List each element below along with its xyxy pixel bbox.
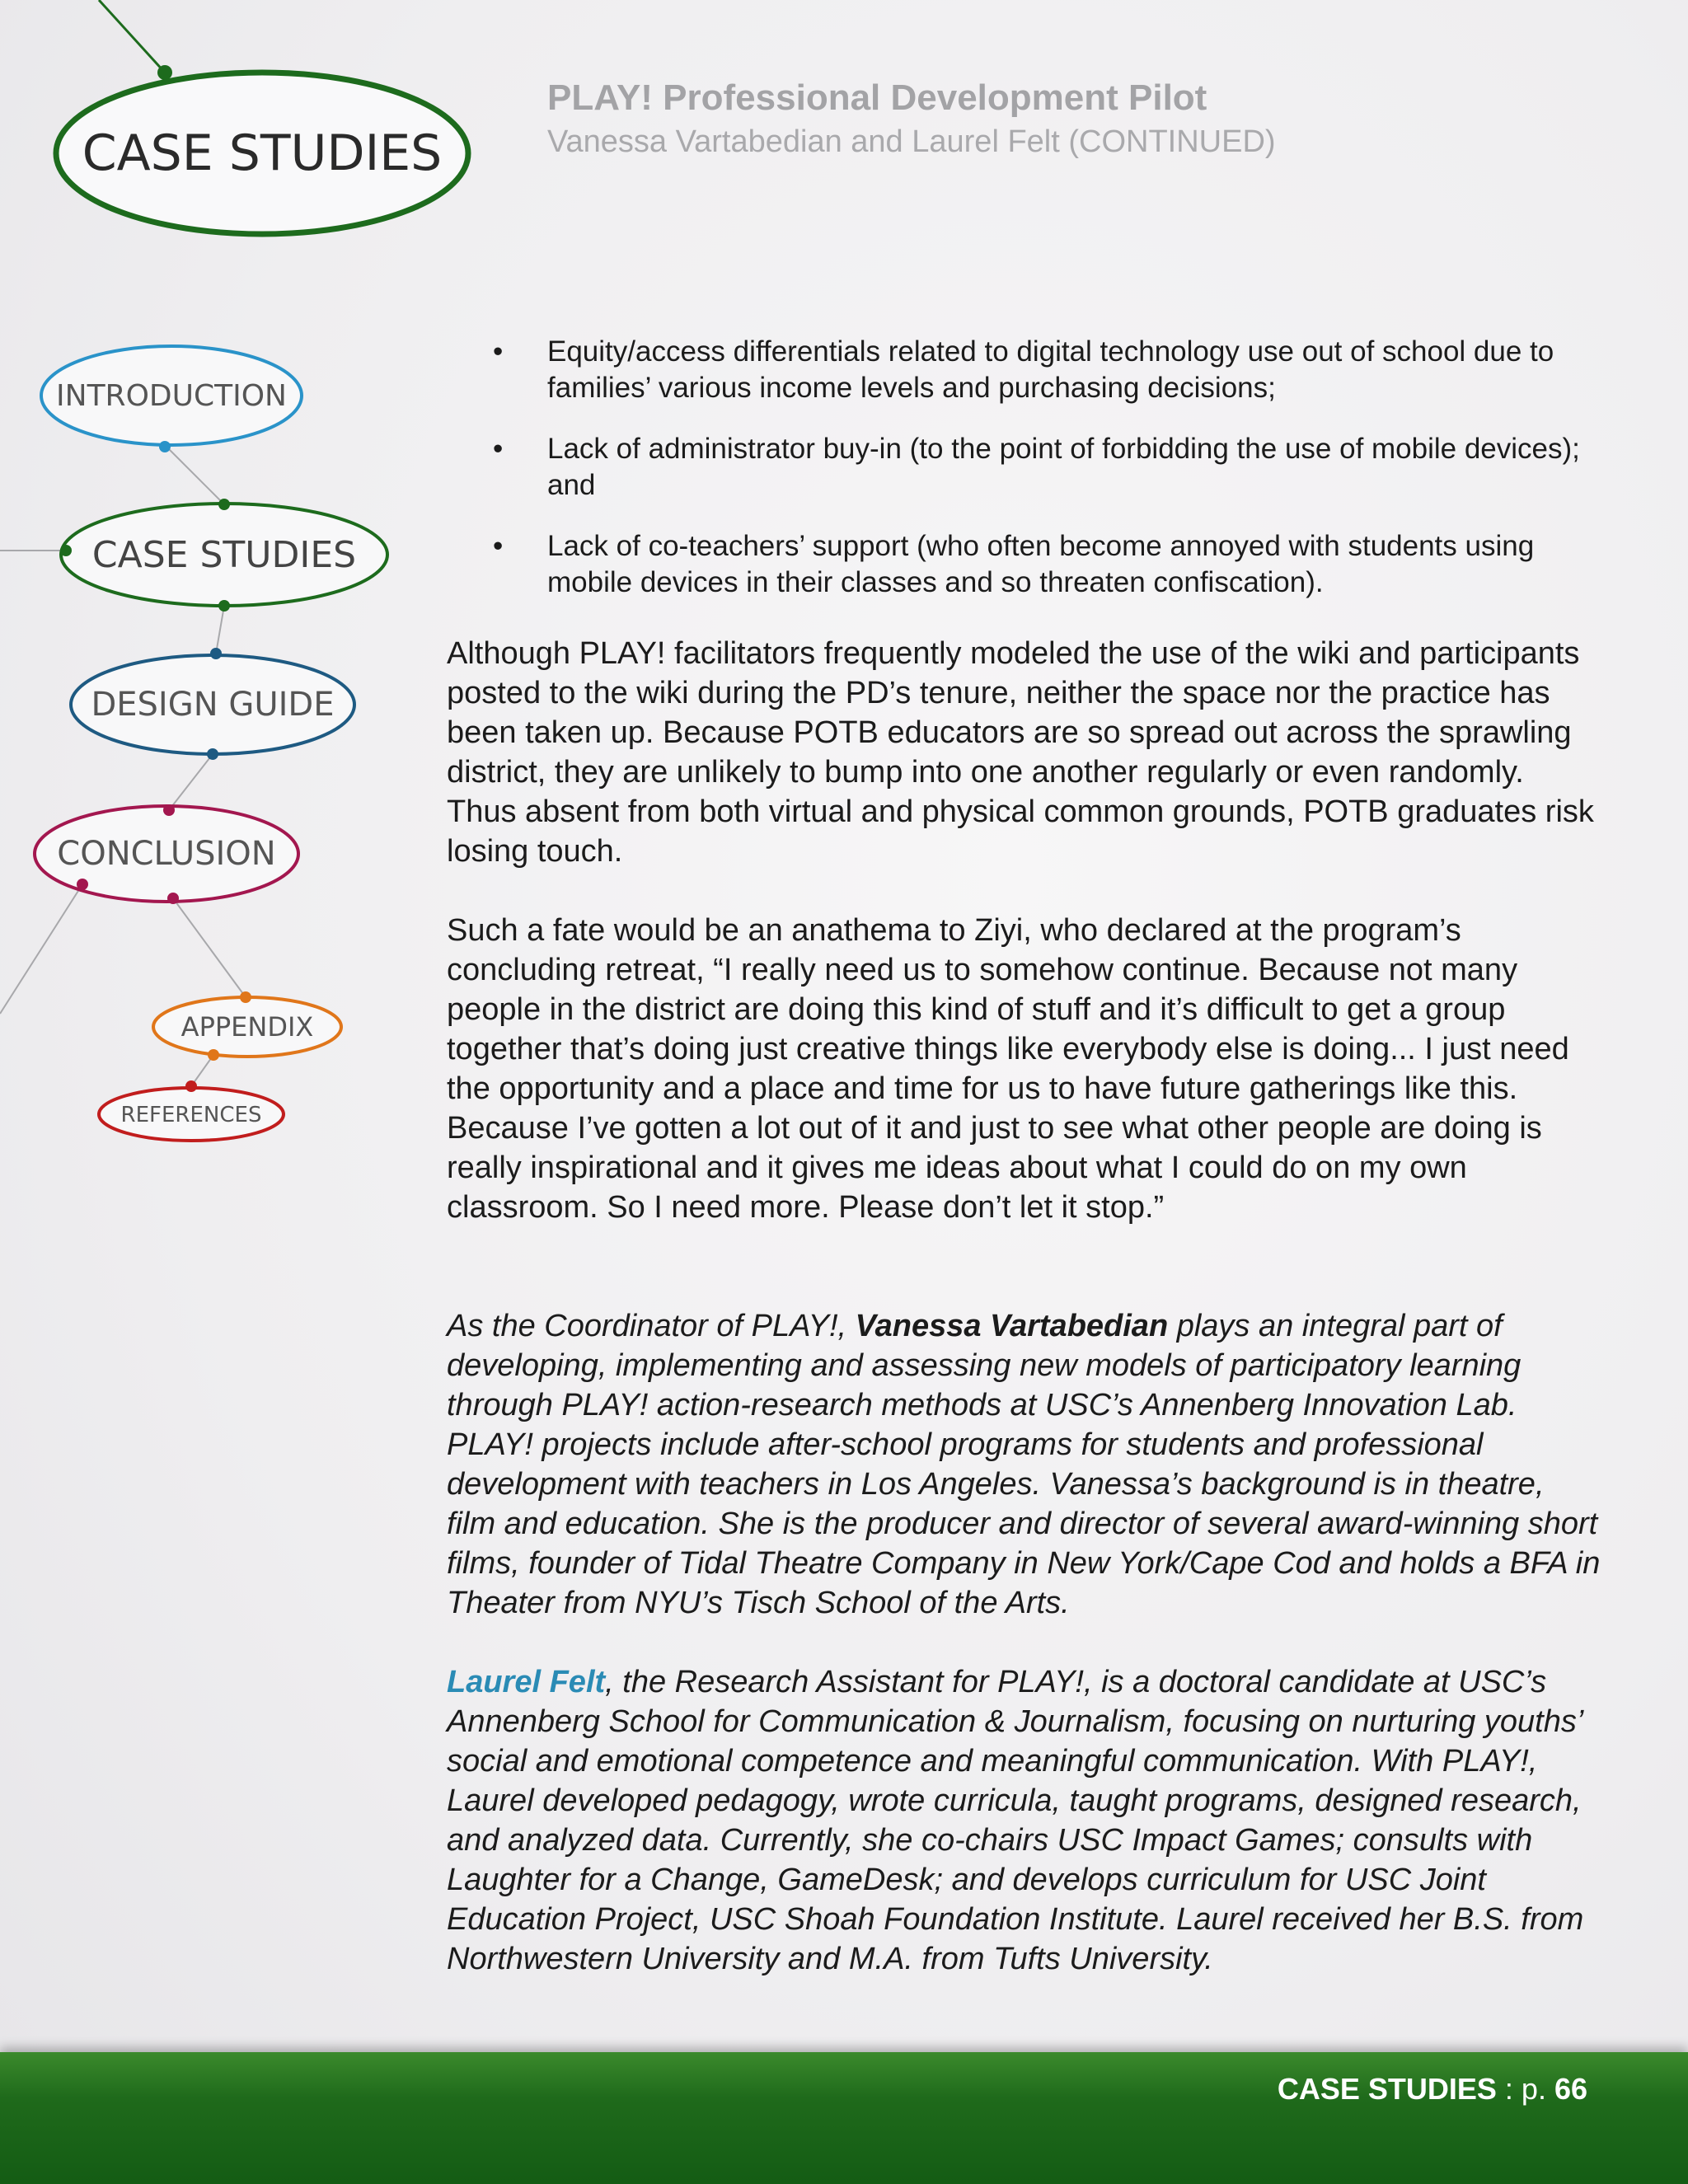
main-content bbox=[447, 334, 1601, 2018]
page-number: 66 bbox=[1554, 2072, 1587, 2106]
top-connector-line bbox=[99, 0, 165, 73]
body-paragraph: Such a fate would be an anathema to Ziyi, who declared at the program’s concluding retreat, “I really need us to somehow continue. Because not many people in the district are doing this kind of stuff and it’s difficult to get a group together that’s doing just creative things like everybody else is doing... I just need the opportunity and a place and time for us to have future gatherings like this. Because I’ve gotten a lot out of it and just to see what other people are doing is really inspirational and it gives me ideas about what I could do on my own classroom. So I need more. Please don’t let it stop.” bbox=[447, 913, 1569, 1225]
challenges-list bbox=[447, 334, 1601, 601]
page-reference: CASE STUDIES : p. 66 bbox=[1277, 2072, 1587, 2106]
bullet-icon: • bbox=[493, 530, 504, 562]
footer-section-label: CASE STUDIES bbox=[1277, 2072, 1497, 2106]
section-navigation-map bbox=[0, 0, 511, 1170]
nav-item-design-guide[interactable] bbox=[71, 648, 354, 760]
bullet-icon: • bbox=[493, 433, 504, 465]
svg-text:CASE STUDIES: CASE STUDIES bbox=[91, 534, 357, 576]
case-studies-header-node bbox=[56, 65, 468, 234]
list-item: • Lack of administrator buy-in (to the point of forbidding the use of mobile devices); and bbox=[493, 433, 1580, 501]
list-item: • Lack of co-teachers’ support (who often become annoyed with students using mobile devices in their classes and so threaten confiscation). bbox=[493, 530, 1535, 598]
page-title: PLAY! Professional Development Pilot bbox=[547, 77, 1207, 118]
svg-text:REFERENCES: REFERENCES bbox=[120, 1103, 262, 1127]
nav-item-conclusion[interactable] bbox=[35, 804, 298, 904]
bio-name-laurel: Laurel Felt bbox=[447, 1665, 606, 1699]
top-node-label: CASE STUDIES bbox=[82, 124, 443, 182]
body-paragraph: Although PLAY! facilitators frequently modeled the use of the wiki and participants posted to the wiki during the PD’s tenure, neither the space nor the practice has been taken up. Because POTB educators are so spread out across the sprawling district, they are unlikely to bump into one another regularly or even randomly. Thus absent from both virtual and physical common grounds, POTB graduates risk losing touch. bbox=[447, 636, 1594, 869]
svg-text:INTRODUCTION: INTRODUCTION bbox=[56, 379, 287, 413]
bio-laurel: Laurel Felt, the Research Assistant for PLAY!, is a doctoral candidate at USC’s Annenberg School for Communication & Journalism, focusing on nurturing youths’ social and emotional competence and meaningful communication. With PLAY!, Laurel developed pedagogy, wrote curricula, taught programs, designed research, and analyzed data. Currently, she co-chairs USC Impact Games; consults with Laughter for a Change, GameDesk; and develops curriculum for USC Joint Education Project, USC Shoah Foundation Institute. Laurel received her B.S. from Northwestern University and M.A. from Tufts University. bbox=[447, 1665, 1584, 1976]
svg-text:CONCLUSION: CONCLUSION bbox=[57, 835, 276, 873]
page-header bbox=[547, 76, 1276, 163]
page-footer bbox=[0, 2052, 1688, 2184]
svg-text:DESIGN GUIDE: DESIGN GUIDE bbox=[91, 686, 335, 724]
svg-text:APPENDIX: APPENDIX bbox=[181, 1011, 314, 1043]
nav-item-case-studies[interactable] bbox=[60, 499, 387, 612]
nav-item-introduction[interactable] bbox=[41, 346, 302, 452]
bio-vanessa: As the Coordinator of PLAY!, Vanessa Vartabedian plays an integral part of developing, implementing and assessing new models of participatory learning through PLAY! action-research methods at USC’s Annenberg Innovation Lab. PLAY! projects include after-school programs for students and professional development with teachers in Los Angeles. Vanessa’s background is in theatre, film and education. She is the producer and director of several award-winning short films, founder of Tidal Theatre Company in New York/Cape Cod and holds a BFA in Theater from NYU’s Tisch School of the Arts. bbox=[447, 1309, 1601, 1620]
bullet-icon: • bbox=[493, 335, 504, 368]
list-item: • Equity/access differentials related to digital technology use out of school due to families’ various income levels and purchasing decisions; bbox=[493, 335, 1554, 404]
nav-item-appendix[interactable] bbox=[153, 991, 341, 1061]
bio-name-vanessa: Vanessa Vartabedian bbox=[855, 1309, 1169, 1343]
nav-item-references[interactable] bbox=[99, 1080, 284, 1141]
page-subtitle: Vanessa Vartabedian and Laurel Felt (CONTINUED) bbox=[547, 124, 1276, 159]
